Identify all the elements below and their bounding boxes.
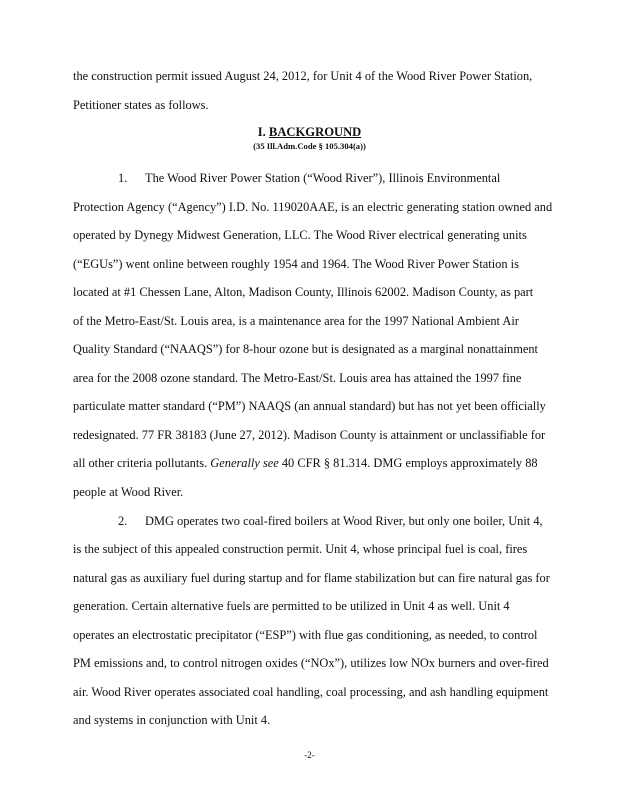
page-number: -2- xyxy=(304,750,315,760)
paragraph-2-line-4: generation. Certain alternative fuels are permitted to be utilized in Unit 4 as well. Unit 4 xyxy=(73,599,510,613)
paragraph-2-line-3: natural gas as auxiliary fuel during startup and for flame stabilization but can fire natural gas for xyxy=(73,571,550,585)
intro-line-2: Petitioner states as follows. xyxy=(73,98,209,112)
paragraph-2-number: 2. xyxy=(118,514,128,528)
paragraph-1-line-11: all other criteria pollutants. Generally see 40 CFR § 81.314. DMG employs approximately 88 xyxy=(73,456,538,470)
paragraph-1-line-12: people at Wood River. xyxy=(73,485,184,499)
paragraph-1-line-1: 1. The Wood River Power Station (“Wood River”), Illinois Environmental xyxy=(118,164,500,193)
paragraph-2-line-5: operates an electrostatic precipitator (“ESP”) with flue gas conditioning, as needed, to control xyxy=(73,628,538,642)
paragraph-1-line-2: Protection Agency (“Agency”) I.D. No. 119020AAE, is an electric generating station owned and xyxy=(73,200,553,214)
paragraph-1-line-6: of the Metro-East/St. Louis area, is a maintenance area for the 1997 National Ambient Air xyxy=(73,314,519,328)
paragraph-2-line-2: is the subject of this appealed construction permit. Unit 4, whose principal fuel is coal, fires xyxy=(73,542,528,556)
paragraph-2-line-1: 2. DMG operates two coal-fired boilers at Wood River, but only one boiler, Unit 4, xyxy=(118,507,543,536)
section-title: BACKGROUND xyxy=(268,125,362,139)
paragraph-1-line-8: area for the 2008 ozone standard. The Metro-East/St. Louis area has attained the 1997 fine xyxy=(73,371,522,385)
paragraph-1-line-5: located at #1 Chessen Lane, Alton, Madison County, Illinois 62002. Madison County, as part xyxy=(73,285,534,299)
intro-line-1: the construction permit issued August 24, 2012, for Unit 4 of the Wood River Power Station, xyxy=(73,69,533,83)
paragraph-2-line-6: PM emissions and, to control nitrogen oxides (“NOx”), utilizes low NOx burners and over-fired xyxy=(73,656,549,670)
section-number: I. xyxy=(257,125,266,139)
paragraph-1-line-9: particulate matter standard (“PM”) NAAQS (an annual standard) but has not yet been officially xyxy=(73,399,546,413)
paragraph-1-line-10: redesignated. 77 FR 38183 (June 27, 2012). Madison County is attainment or unclassifiable for xyxy=(73,428,546,442)
paragraph-1-line-4: (“EGUs”) went online between roughly 1954 and 1964. The Wood River Power Station is xyxy=(73,257,519,271)
paragraph-1-number: 1. xyxy=(118,171,128,185)
paragraph-1-line-7: Quality Standard (“NAAQS”) for 8-hour ozone but is designated as a marginal nonattainment xyxy=(73,342,538,356)
paragraph-2-line-8: and systems in conjunction with Unit 4. xyxy=(73,713,271,727)
paragraph-1-line-3: operated by Dynegy Midwest Generation, LLC. The Wood River electrical generating units xyxy=(73,228,527,242)
paragraph-2-line-7: air. Wood River operates associated coal handling, coal processing, and ash handling equipment xyxy=(73,685,549,699)
section-citation: (35 Ill.Adm.Code § 105.304(a)) xyxy=(253,141,366,151)
section-heading xyxy=(0,122,619,142)
